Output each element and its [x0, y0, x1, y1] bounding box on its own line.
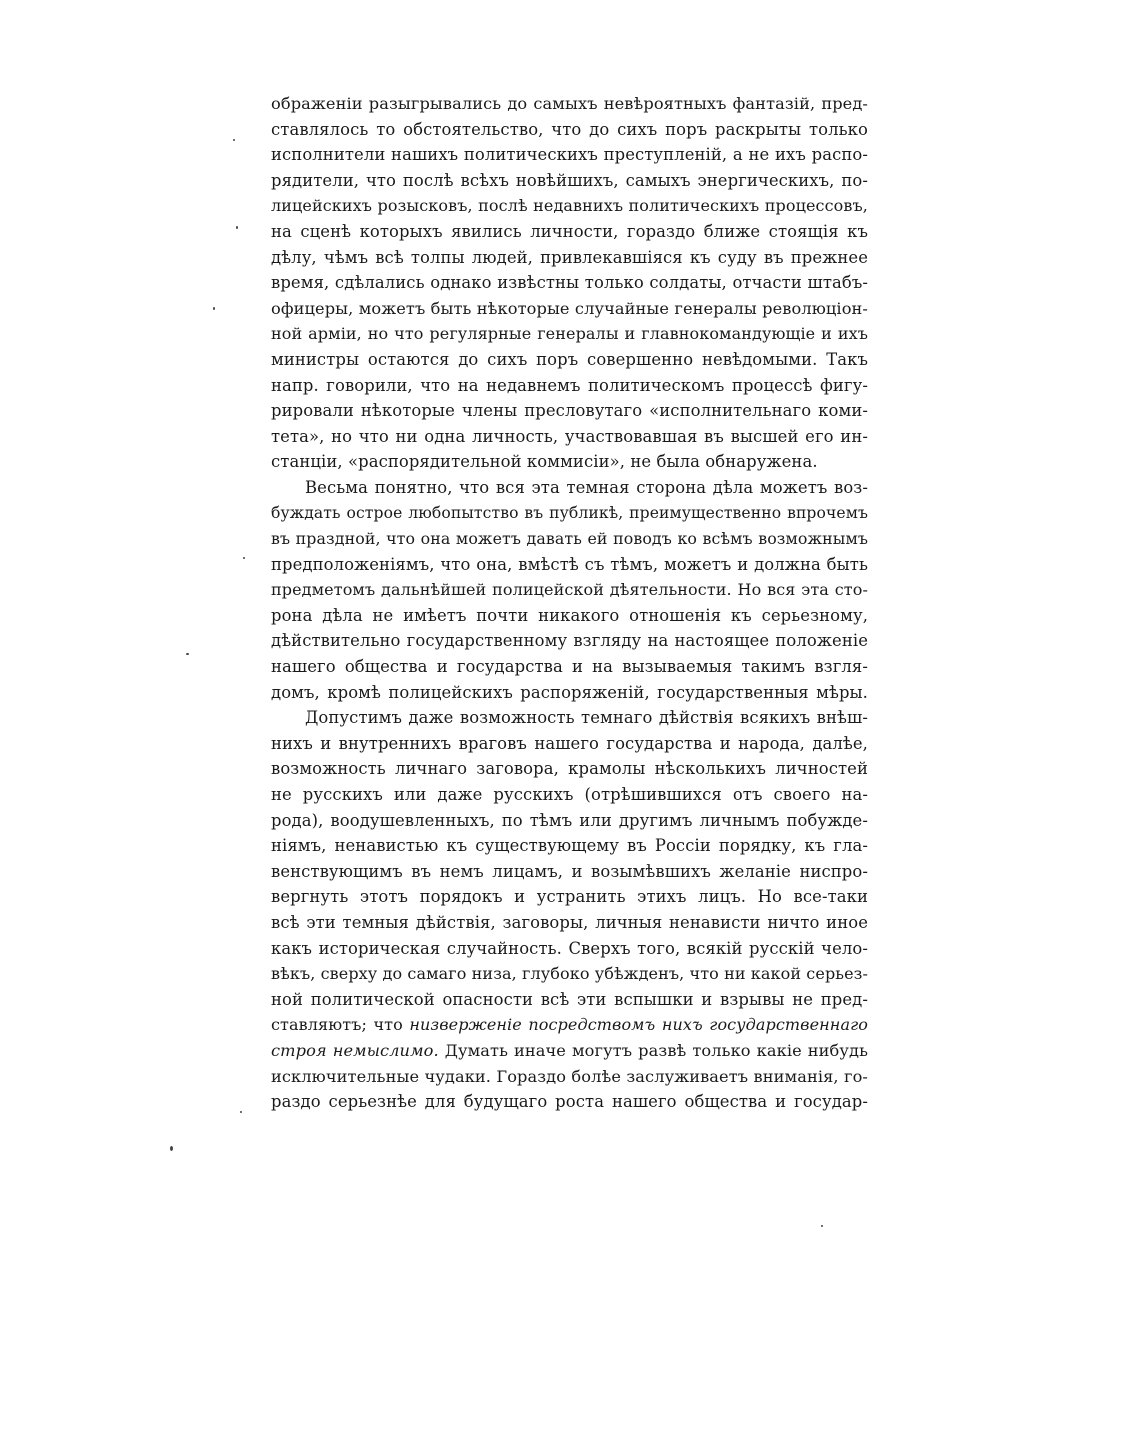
text-line: вѣкъ, сверху до самаго низа, глубоко убѣжденъ, что ни какой серьез-	[271, 964, 868, 984]
text-line: всѣ эти темныя дѣйствiя, заговоры, личныя ненависти ничто иное	[271, 913, 868, 932]
text-line: венствующимъ въ немъ лицамъ, и возымѣвшихъ желанiе ниспро-	[271, 861, 868, 881]
text-line: возможность личнаго заговора, крамолы нѣсколькихъ личностей	[271, 759, 868, 779]
text-line: напр. говорили, что на недавнемъ политическомъ процессѣ фигу-	[271, 375, 868, 395]
text-line: рядители, что послѣ всѣхъ новѣйшихъ, самыхъ энергическихъ, по-	[271, 170, 868, 190]
line-text: ставляютъ; что	[271, 1015, 410, 1035]
text-line: домъ, кромѣ полицейскихъ распоряженiй, государственныя мѣры.	[271, 682, 868, 702]
text-line	[271, 1038, 868, 1064]
text-line: исключительные чудаки. Гораздо болѣе заслуживаетъ вниманiя, го-	[271, 1066, 868, 1086]
text-line: нiямъ, ненавистью къ существующему въ Россiи порядку, къ гла-	[271, 836, 868, 856]
text-line: рона дѣла не имѣетъ почти никакого отношенiя къ серьезному,	[271, 605, 868, 625]
text-line: въ праздной, что она можетъ давать ей поводъ ко всѣмъ возможнымъ	[271, 529, 868, 549]
paragraph-first-line: Весьма понятно, что вся эта темная сторона дѣла можетъ воз-	[305, 477, 868, 497]
text-line: не русскихъ или даже русскихъ (отрѣшившихся отъ своего на-	[271, 785, 868, 805]
text-line: вергнуть этотъ порядокъ и устранить этихъ лицъ. Но все-таки	[271, 887, 868, 907]
text-line: раздо серьезнѣе для будущаго роста нашего общества и государ-	[271, 1092, 868, 1112]
text-line: на сценѣ которыхъ явились личности, гораздо ближе стоящiя къ	[271, 221, 868, 241]
body-text	[271, 91, 868, 1115]
text-line: ной политической опасности всѣ эти вспышки и взрывы не пред-	[271, 989, 868, 1009]
scan-speck	[240, 1111, 242, 1113]
scan-speck	[233, 139, 235, 141]
text-line: время, сдѣлались однако извѣстны только солдаты, отчасти штабъ-	[271, 273, 868, 293]
text-line: нашего общества и государства и на вызываемыя такимъ взгля-	[271, 657, 868, 677]
text-line: ставлялось то обстоятельство, что до сихъ поръ раскрыты только	[271, 119, 868, 139]
text-line: дѣлу, чѣмъ всѣ толпы людей, привлекавшiяся къ суду въ прежнее	[271, 247, 868, 267]
scan-speck	[186, 653, 189, 655]
text-line: лицейскихъ розысковъ, послѣ недавнихъ политическихъ процессовъ,	[271, 196, 868, 216]
text-line: ной армiи, но что регулярные генералы и главнокомандующiе и ихъ	[271, 324, 868, 344]
text-line: предметомъ дальнѣйшей полицейской дѣятельности. Но вся эта сто-	[271, 580, 868, 600]
text-line: офицеры, можетъ быть нѣкоторые случайные генералы революцiон-	[271, 298, 868, 318]
italic-emphasis: строя немыслимо.	[271, 1040, 439, 1060]
text-line: какъ историческая случайность. Сверхъ того, всякiй русскiй чело-	[271, 938, 868, 958]
text-line: исполнители нашихъ политическихъ преступленiй, а не ихъ распо-	[271, 145, 868, 165]
text-line: предположенiямъ, что она, вмѣстѣ съ тѣмъ, можетъ и должна быть	[271, 554, 868, 574]
text-line: нихъ и внутреннихъ враговъ нашего государства и народа, далѣе,	[271, 733, 868, 753]
text-line: дѣйствительно государственному взгляду на настоящее положенiе	[271, 631, 868, 651]
text-line: рировали нѣкоторые члены пресловутаго «исполнительнаго коми-	[271, 401, 868, 421]
text-line: тета», но что ни одна личность, участвовавшая въ высшей его ин-	[271, 426, 868, 446]
scan-speck	[821, 1225, 823, 1227]
italic-emphasis: низверженiе посредствомъ нихъ государственнаго	[409, 1015, 868, 1035]
scan-speck	[236, 226, 238, 229]
scan-speck	[170, 1146, 173, 1151]
text-line: ображенiи разыгрывались до самыхъ невѣроятныхъ фантазiй, пред-	[271, 94, 868, 113]
text-line	[271, 1012, 868, 1038]
text-line: министры остаются до сихъ поръ совершенно невѣдомыми. Такъ	[271, 349, 868, 369]
scan-speck	[243, 557, 245, 559]
text-line: рода), воодушевленныхъ, по тѣмъ или другимъ личнымъ побужде-	[271, 810, 868, 830]
text-line: станцiи, «распорядительной коммисiи», не была обнаружена.	[271, 452, 818, 472]
line-text: Думать иначе могутъ развѣ только какiе нибудь	[438, 1040, 868, 1060]
scan-speck	[213, 307, 215, 310]
text-line: буждать острое любопытство въ публикѣ, преимущественно впрочемъ	[271, 503, 868, 522]
paragraph-first-line: Допустимъ даже возможность темнаго дѣйствiя всякихъ внѣш-	[305, 708, 868, 728]
